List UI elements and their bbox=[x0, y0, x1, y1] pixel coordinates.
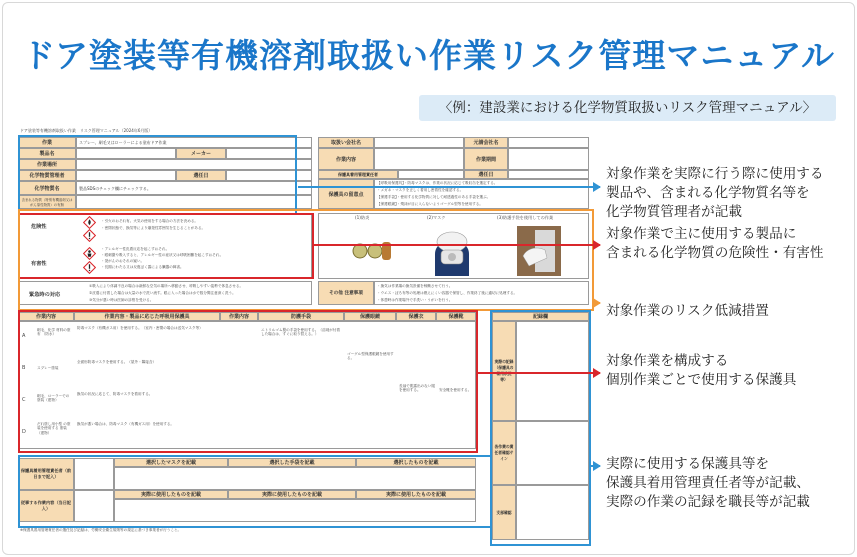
toxicity-line-2: ・眼刺激や吸入すると、アレルギー性の症状又は呼吸困難を起こすおそれ。 bbox=[101, 253, 224, 257]
row-c-no: C bbox=[22, 397, 26, 403]
arrow-hazard bbox=[314, 244, 600, 246]
row-b-resp: 全面形防毒マスクを使用する。（屋外・隣接含） bbox=[77, 360, 157, 364]
other-notes-block bbox=[374, 281, 589, 305]
gloves-text: ニトリルゴム製の手袋を使用する。（溶剤が付着した場合は、すぐに取り替える。） bbox=[261, 328, 341, 337]
manual-document bbox=[18, 128, 589, 546]
hazard-label: 危険性 bbox=[31, 224, 47, 230]
elem-contractor-label: 元請会社名 bbox=[464, 137, 508, 148]
arrow-measures bbox=[594, 302, 600, 304]
work-period-value bbox=[508, 148, 589, 170]
other-notes-label: その他 注意事項 bbox=[318, 281, 374, 305]
ppe-note-3: 【保護手袋】・使用する化学物質に対して耐透過性のある手袋を選ぶ。 bbox=[377, 195, 491, 199]
record-confirm-label: 支部確認 bbox=[492, 485, 516, 540]
work-value: スプレー、刷毛又はローラーによる塗布ドア作業 bbox=[76, 137, 312, 148]
row-c-task: 刷毛、ローラーでの 塗装（建物） bbox=[37, 394, 70, 403]
toxicity-line-3: ・発がんのおそれの疑い。 bbox=[101, 259, 145, 263]
shoes-text: 安全靴を使用する。 bbox=[439, 388, 472, 392]
clothing-text: 長袖で肌露出のない服を使用する。 bbox=[399, 384, 435, 393]
sds-note-value bbox=[76, 195, 312, 209]
bottom-mask: 選択したマスクを記載 bbox=[114, 458, 228, 467]
flame-pictogram-icon bbox=[83, 216, 96, 229]
bottom-row1-label: 保護具着用管理責任者（前日まで記入） bbox=[18, 458, 74, 490]
elem-contractor-value bbox=[508, 137, 589, 148]
table-head-shoes: 保護靴 bbox=[436, 312, 476, 321]
ppe-note-2: ・メガネ・マスクを正しく着用し密着性を確認する。 bbox=[377, 188, 464, 192]
row-a-task: 刷毛、化学 材料の塗布 （防水） bbox=[37, 328, 71, 337]
ppe-note-4: 【保護眼鏡】・飛沫が目に入らないようゴーグル型等を使用する。 bbox=[377, 202, 483, 206]
illustration-caption-3: (3)防護手袋を使用しての作業 bbox=[497, 215, 554, 220]
row-d-task: だれ塗し用小型 の塗装を使用する 塗装（建物） bbox=[37, 422, 71, 435]
manager-value bbox=[76, 170, 176, 181]
chem-name-label: 化学物質名 bbox=[18, 181, 76, 195]
row-b-no: B bbox=[22, 365, 26, 371]
appoint-date-value bbox=[226, 170, 312, 181]
toxicity-line-1: ・アレルギー性皮膚反応を起こすおそれ。 bbox=[101, 247, 170, 251]
product-name-label: 製品名 bbox=[18, 148, 76, 159]
work-label: 作業 bbox=[18, 137, 76, 148]
callout-measures: 対象作業のリスク低減措置 bbox=[606, 303, 769, 319]
toxicity-label: 有害性 bbox=[31, 261, 47, 267]
glove-work-photo-icon bbox=[517, 226, 561, 276]
table-head-task-2: 作業内容 bbox=[220, 312, 258, 321]
goggles-text: ゴーグル型保護眼鏡を使用する。 bbox=[347, 352, 394, 361]
row-d-resp: 換気が悪い場合は、防毒マスク（有機ガス用）を使用する。 bbox=[77, 422, 175, 426]
ppe-appoint-date-value bbox=[508, 170, 589, 179]
ppe-note-1: 【呼吸用保護具】・防毒マスクは、作業の状況に応じて吸収缶を選定する。 bbox=[377, 181, 498, 185]
toxicity-line-4: ・長期にわたる又は反復ばく露による臓器の障害。 bbox=[101, 265, 184, 269]
arrow-product bbox=[298, 186, 600, 188]
bottom-actual-mask: 実際に使用したものを記載 bbox=[114, 490, 228, 499]
callout-product: 対象作業を実際に行う際に使用する 製品や、含まれる化学物質名等を 化学物質管理者が記載 bbox=[606, 166, 824, 220]
bottom-actual-other: 実際に使用したものを記載 bbox=[356, 490, 476, 499]
subtitle-banner: 〈例：建設業における化学物質取扱いリスク管理マニュアル〉 bbox=[419, 95, 836, 121]
appoint-date-label: 選任日 bbox=[176, 170, 226, 181]
ppe-notes-block bbox=[374, 179, 589, 209]
bottom-row1-blank bbox=[74, 458, 114, 490]
manager-label: 化学物質管理者 bbox=[18, 170, 76, 181]
chem-name-value: 製品SDSのチェック欄にチェックする。 bbox=[76, 181, 312, 195]
ppe-table-body bbox=[18, 321, 476, 449]
callout-record: 実際に使用する保護具等を 保護具着用管理責任者等が記載、 実際の作業の記録を職長等が記載 bbox=[606, 456, 810, 510]
callout-hazard: 対象作業で主に使用する製品に 含まれる化学物質の危険性・有害性 bbox=[606, 226, 824, 261]
hazard-block bbox=[18, 213, 312, 279]
ppe-appoint-date-label: 選任日 bbox=[464, 170, 508, 179]
emergency-line-2: ②皮膚に付着した場合は大量の水で洗い流す。眼に入った場合は水で数分間注意深く洗う。 bbox=[89, 291, 236, 295]
work-date-value bbox=[374, 148, 464, 170]
ppe-notes-label: 保護具の留意点 bbox=[318, 179, 374, 209]
maker-label: メーカー bbox=[176, 148, 226, 159]
contractor-label: 取扱い会社名 bbox=[318, 137, 374, 148]
hazard-line-2: ・密閉状態で、換気等により爆発性雰囲気を生じることがある。 bbox=[101, 226, 206, 230]
work-date-label: 作業内容 bbox=[318, 148, 374, 170]
emergency-line-1: ①吸入により体調不良の場合は新鮮な空気の場所へ移動させ、呼吸しやすい姿勢で休息させる。 bbox=[89, 284, 244, 288]
table-head-gloves: 防護手袋 bbox=[258, 312, 344, 321]
row-d-no: D bbox=[22, 429, 26, 435]
arrow-ppe bbox=[478, 372, 600, 374]
emergency-line-3: ③気分が悪い時は医師の診察を受ける。 bbox=[89, 298, 154, 302]
other-note-3: ・休憩時は作業場外で手洗い・うがいを行う。 bbox=[377, 298, 453, 302]
record-side-label: 実際の記録（保護具の 等） bbox=[492, 321, 516, 421]
sds-note: 含まれる物質（特別有機溶剤又は がん原性物質）の有無 bbox=[18, 195, 76, 209]
ppe-goggles-illustration-icon bbox=[349, 234, 393, 268]
bottom-other: 選択したものを記載 bbox=[356, 458, 476, 467]
product-name-value bbox=[76, 148, 176, 159]
illustration-caption-1: (1)防炎 bbox=[355, 215, 370, 220]
emergency-block bbox=[18, 281, 312, 305]
maker-value bbox=[226, 148, 312, 159]
row-a-no: A bbox=[22, 333, 26, 339]
table-head-task: 作業内容 bbox=[18, 312, 74, 321]
work-place-value bbox=[76, 159, 312, 170]
row-c-resp: 換気の状況に応じて、防毒マスクを着用する。 bbox=[77, 392, 153, 396]
record-label: 記録欄 bbox=[492, 312, 589, 321]
doc-footnote: ※保護具着用管理責任者の選任及び記録は、労働安全衛生規則等の規定に基づき事業者が行うこと。 bbox=[20, 528, 182, 532]
work-place-label: 作業場所 bbox=[18, 159, 76, 170]
ppe-manager-label: 保護具着用管理責任者 bbox=[318, 170, 398, 179]
bottom-row2-label: 従事する作業内容（当日記入） bbox=[18, 490, 74, 522]
bottom-row2-blank bbox=[74, 490, 114, 522]
table-head-resp: 作業内容・製品に応じた呼吸用保護具 bbox=[74, 312, 220, 321]
table-head-goggles: 保護眼鏡 bbox=[344, 312, 396, 321]
irritant-pictogram-icon bbox=[83, 261, 96, 274]
ppe-manager-value bbox=[398, 170, 464, 179]
row-b-task: スプレー塗装 bbox=[37, 366, 59, 370]
ppe-illustration-block bbox=[318, 213, 589, 279]
row-a-resp: 防毒マスク（有機ガス用）を使用する。（室内・密閉の場合は送気マスク等） bbox=[77, 326, 203, 330]
table-head-clothing: 保護衣 bbox=[396, 312, 436, 321]
callout-ppe: 対象作業を構成する 個別作業ごとで使用する保護具 bbox=[606, 353, 797, 388]
record-sign-area bbox=[516, 421, 589, 485]
respirator-mask-photo-icon bbox=[427, 224, 477, 276]
emergency-label: 緊急時の対応 bbox=[29, 292, 61, 298]
doc-header-line: ドア塗装等有機溶剤取扱い作業 リスク管理マニュアル（2024年6月版） bbox=[20, 128, 153, 133]
other-note-1: ・換気は作業場の換気設備を稼働させて行う。 bbox=[377, 284, 453, 288]
hazard-line-1: ・引火のおそれ有。火気の使用をする場合の方法を決める。 bbox=[101, 219, 199, 223]
contractor-value bbox=[374, 137, 464, 148]
bottom-glove: 選択した手袋を記載 bbox=[228, 458, 356, 467]
record-sign-label: 各作業の責任者確認サイン bbox=[492, 421, 516, 485]
arrow-record bbox=[591, 465, 600, 467]
exclamation-pictogram-icon bbox=[83, 229, 96, 242]
illustration-caption-2: (2)マスク bbox=[427, 215, 446, 220]
other-note-2: ・ウエス・ぼろ布等の処理は燃えにくい容器で保管し、作業終了後に適切に処理する。 bbox=[377, 291, 518, 295]
health-hazard-pictogram-icon bbox=[83, 247, 96, 260]
record-area bbox=[516, 321, 589, 421]
bottom-actual-glove: 実際に使用したものを記載 bbox=[228, 490, 356, 499]
main-title: ドア塗装等有機溶剤取扱い作業リスク管理マニュアル bbox=[21, 36, 836, 75]
work-period-label: 作業期間 bbox=[464, 148, 508, 170]
bottom-row1-area bbox=[114, 467, 476, 490]
bottom-row2-area bbox=[114, 499, 476, 522]
